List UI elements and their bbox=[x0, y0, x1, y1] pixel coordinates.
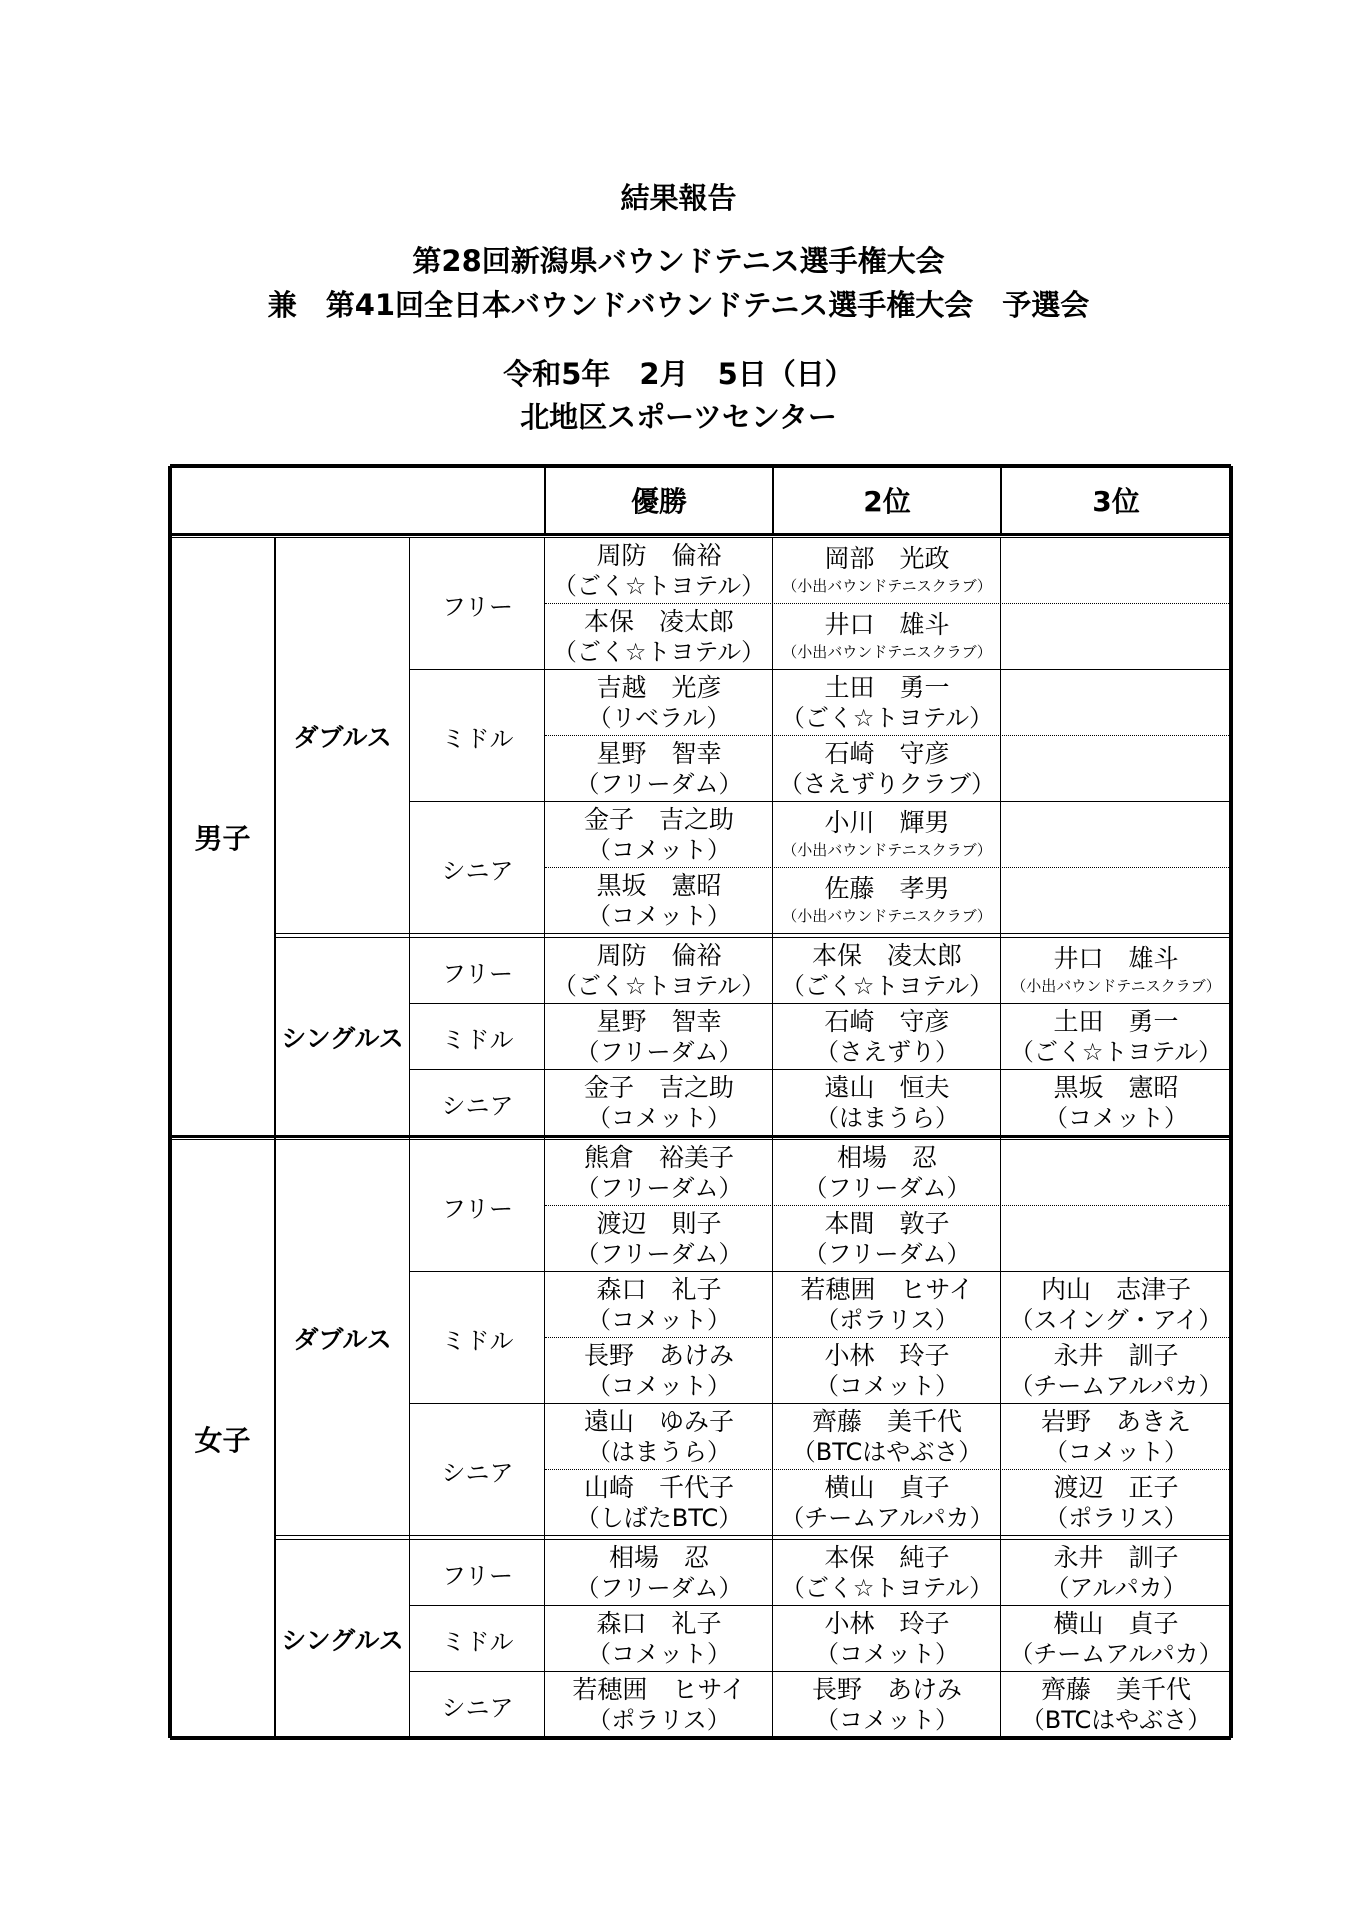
gender-cell bbox=[170, 1140, 275, 1738]
player-club: （はまうら） bbox=[587, 1438, 731, 1466]
player-name: 井口 雄斗 bbox=[824, 610, 950, 639]
result-cell bbox=[773, 1606, 1001, 1672]
division-label: フリー bbox=[441, 1194, 514, 1223]
player-name: 若穂囲 ヒサイ bbox=[800, 1275, 974, 1304]
player-name: 星野 智幸 bbox=[596, 739, 722, 768]
player-name: 本保 凌太郎 bbox=[583, 607, 734, 636]
result-cell bbox=[773, 1404, 1001, 1470]
division-cell bbox=[410, 1672, 545, 1738]
player-name: 遠山 ゆみ子 bbox=[583, 1407, 734, 1436]
division-cell bbox=[410, 1606, 545, 1672]
player-club: （BTCはやぶさ） bbox=[791, 1438, 983, 1466]
table-rule bbox=[410, 1069, 1231, 1070]
result-cell bbox=[1001, 1672, 1231, 1738]
category-label: シングルス bbox=[281, 1024, 404, 1053]
result-cell bbox=[1001, 670, 1231, 736]
category-cell bbox=[275, 1140, 410, 1536]
player-club: （コメット） bbox=[587, 1640, 731, 1668]
table-rule bbox=[410, 1003, 1231, 1004]
table-rule bbox=[410, 1605, 1231, 1606]
table-rule bbox=[545, 1205, 1231, 1206]
division-label: シニア bbox=[441, 1458, 514, 1487]
player-name: 土田 勇一 bbox=[824, 673, 950, 702]
result-cell bbox=[1001, 938, 1231, 1004]
table-rule bbox=[1000, 538, 1001, 1738]
player-name: 黒坂 憲昭 bbox=[596, 871, 722, 900]
result-cell bbox=[773, 538, 1001, 604]
division-label: シニア bbox=[441, 856, 514, 885]
table-rule bbox=[275, 1539, 1231, 1540]
result-cell bbox=[545, 604, 773, 670]
player-club: （ポラリス） bbox=[1044, 1504, 1188, 1532]
division-cell bbox=[410, 1004, 545, 1070]
division-cell bbox=[410, 538, 545, 670]
player-club: （フリーダム） bbox=[575, 770, 743, 798]
result-cell bbox=[1001, 1140, 1231, 1206]
player-name: 小林 玲子 bbox=[824, 1341, 950, 1370]
player-name: 本保 凌太郎 bbox=[811, 941, 962, 970]
division-label: フリー bbox=[441, 592, 514, 621]
result-cell bbox=[773, 1004, 1001, 1070]
division-label: シニア bbox=[441, 1091, 514, 1120]
player-name: 佐藤 孝男 bbox=[824, 874, 950, 903]
result-cell bbox=[545, 802, 773, 868]
player-club: （さえずりクラブ） bbox=[778, 770, 996, 798]
result-cell bbox=[773, 938, 1001, 1004]
result-cell bbox=[545, 1004, 773, 1070]
player-club: （小出バウンドテニスクラブ） bbox=[782, 907, 992, 925]
table-rule bbox=[170, 537, 1231, 538]
result-cell bbox=[1001, 1404, 1231, 1470]
result-cell bbox=[773, 670, 1001, 736]
column-header bbox=[773, 466, 1001, 534]
player-name: 遠山 恒夫 bbox=[824, 1073, 950, 1102]
table-rule bbox=[170, 1135, 1231, 1138]
division-cell bbox=[410, 802, 545, 934]
result-cell bbox=[773, 868, 1001, 934]
player-name: 森口 礼子 bbox=[596, 1609, 722, 1638]
player-club: （ごく☆トヨテル） bbox=[552, 572, 766, 600]
result-cell bbox=[773, 802, 1001, 868]
table-rule bbox=[545, 1337, 1231, 1338]
division-label: ミドル bbox=[441, 724, 514, 753]
table-rule bbox=[1000, 466, 1002, 534]
gender-label: 女子 bbox=[194, 1424, 251, 1457]
result-cell bbox=[773, 1672, 1001, 1738]
player-name: 土田 勇一 bbox=[1053, 1007, 1179, 1036]
player-name: 横山 貞子 bbox=[1053, 1609, 1179, 1638]
table-rule bbox=[274, 538, 276, 1738]
table-rule bbox=[545, 867, 1231, 868]
player-name: 相場 忍 bbox=[608, 1543, 709, 1572]
player-club: （ごく☆トヨテル） bbox=[552, 972, 766, 1000]
player-club: （コメット） bbox=[587, 1306, 731, 1334]
result-cell bbox=[1001, 538, 1231, 604]
column-header-label: 3位 bbox=[1092, 485, 1140, 518]
player-club: （フリーダム） bbox=[575, 1038, 743, 1066]
player-name: 星野 智幸 bbox=[596, 1007, 722, 1036]
result-cell bbox=[1001, 1470, 1231, 1536]
player-name: 若穂囲 ヒサイ bbox=[572, 1675, 746, 1704]
column-header-label: 2位 bbox=[863, 485, 911, 518]
table-rule bbox=[544, 538, 545, 1738]
table-rule bbox=[168, 466, 172, 1738]
table-rule bbox=[545, 1469, 1231, 1470]
player-club: （フリーダム） bbox=[803, 1174, 971, 1202]
player-name: 周防 倫裕 bbox=[596, 941, 722, 970]
result-cell bbox=[545, 1206, 773, 1272]
player-name: 森口 礼子 bbox=[596, 1275, 722, 1304]
report-title: 結果報告 bbox=[620, 181, 737, 215]
result-cell bbox=[1001, 1004, 1231, 1070]
table-rule bbox=[545, 735, 1231, 736]
player-name: 相場 忍 bbox=[836, 1143, 937, 1172]
player-name: 金子 吉之助 bbox=[583, 1073, 734, 1102]
result-cell bbox=[773, 736, 1001, 802]
player-club: （小出バウンドテニスクラブ） bbox=[1011, 977, 1221, 995]
result-cell bbox=[1001, 1338, 1231, 1404]
player-name: 金子 吉之助 bbox=[583, 805, 734, 834]
player-name: 長野 あけみ bbox=[811, 1675, 962, 1704]
player-name: 周防 倫裕 bbox=[596, 541, 722, 570]
result-cell bbox=[545, 1404, 773, 1470]
player-club: （スイング・アイ） bbox=[1009, 1306, 1223, 1334]
player-club: （フリーダム） bbox=[803, 1240, 971, 1268]
player-name: 小林 玲子 bbox=[824, 1609, 950, 1638]
player-club: （リベラル） bbox=[587, 704, 731, 732]
player-club: （BTCはやぶさ） bbox=[1020, 1706, 1212, 1734]
division-cell bbox=[410, 670, 545, 802]
player-name: 岩野 あきえ bbox=[1040, 1407, 1191, 1436]
result-cell bbox=[1001, 1206, 1231, 1272]
player-club: （ごく☆トヨテル） bbox=[552, 638, 766, 666]
table-rule bbox=[544, 466, 546, 534]
player-name: 小川 輝男 bbox=[824, 808, 950, 837]
table-rule bbox=[410, 1271, 1231, 1272]
player-club: （フリーダム） bbox=[575, 1574, 743, 1602]
result-cell bbox=[545, 1070, 773, 1136]
division-cell bbox=[410, 1070, 545, 1136]
result-cell bbox=[773, 1540, 1001, 1606]
category-cell bbox=[275, 538, 410, 934]
division-label: フリー bbox=[441, 1561, 514, 1590]
table-rule bbox=[409, 538, 410, 1738]
event-title: 第28回新潟県バウンドテニス選手権大会 bbox=[412, 244, 945, 278]
result-cell bbox=[545, 1540, 773, 1606]
result-cell bbox=[545, 1606, 773, 1672]
division-cell bbox=[410, 1404, 545, 1536]
division-label: ミドル bbox=[441, 1326, 514, 1355]
player-name: 岡部 光政 bbox=[824, 544, 950, 573]
table-rule bbox=[170, 533, 1231, 536]
player-club: （チームアルパカ） bbox=[780, 1504, 994, 1532]
table-rule bbox=[410, 801, 1231, 802]
player-club: （ごく☆トヨテル） bbox=[780, 972, 994, 1000]
player-club: （ポラリス） bbox=[815, 1306, 959, 1334]
result-cell bbox=[1001, 802, 1231, 868]
gender-cell bbox=[170, 538, 275, 1136]
player-club: （コメット） bbox=[1044, 1438, 1188, 1466]
result-cell bbox=[773, 1470, 1001, 1536]
result-cell bbox=[773, 1206, 1001, 1272]
division-cell bbox=[410, 1540, 545, 1606]
category-cell bbox=[275, 938, 410, 1136]
result-cell bbox=[1001, 1070, 1231, 1136]
player-name: 黒坂 憲昭 bbox=[1053, 1073, 1179, 1102]
player-name: 横山 貞子 bbox=[824, 1473, 950, 1502]
result-cell bbox=[773, 1070, 1001, 1136]
player-name: 山崎 千代子 bbox=[583, 1473, 734, 1502]
result-cell bbox=[545, 1338, 773, 1404]
player-name: 齊藤 美千代 bbox=[1040, 1675, 1191, 1704]
player-club: （アルパカ） bbox=[1045, 1574, 1187, 1602]
player-club: （フリーダム） bbox=[575, 1240, 743, 1268]
category-cell bbox=[275, 1540, 410, 1738]
division-label: シニア bbox=[441, 1693, 514, 1722]
results-table bbox=[170, 466, 1231, 1734]
player-club: （小出バウンドテニスクラブ） bbox=[782, 841, 992, 859]
player-name: 齊藤 美千代 bbox=[811, 1407, 962, 1436]
result-cell bbox=[545, 1140, 773, 1206]
result-cell bbox=[773, 604, 1001, 670]
result-cell bbox=[773, 1140, 1001, 1206]
player-club: （コメット） bbox=[587, 836, 731, 864]
result-cell bbox=[773, 1272, 1001, 1338]
player-club: （しばたBTC） bbox=[575, 1504, 743, 1532]
result-cell bbox=[1001, 1606, 1231, 1672]
column-header bbox=[545, 466, 773, 534]
player-club: （チームアルパカ） bbox=[1009, 1372, 1223, 1400]
player-name: 本間 敦子 bbox=[824, 1209, 950, 1238]
player-club: （小出バウンドテニスクラブ） bbox=[782, 577, 992, 595]
table-rule bbox=[170, 1736, 1231, 1740]
result-cell bbox=[545, 868, 773, 934]
table-rule bbox=[275, 937, 1231, 938]
player-name: 本保 純子 bbox=[824, 1543, 950, 1572]
result-cell bbox=[545, 1470, 773, 1536]
player-club: （さえずり） bbox=[815, 1038, 959, 1066]
result-cell bbox=[545, 1272, 773, 1338]
player-name: 内山 志津子 bbox=[1040, 1275, 1191, 1304]
player-club: （コメット） bbox=[587, 902, 731, 930]
table-rule bbox=[1229, 466, 1233, 1738]
result-cell bbox=[545, 538, 773, 604]
division-cell bbox=[410, 1140, 545, 1272]
player-name: 長野 あけみ bbox=[583, 1341, 734, 1370]
player-club: （小出バウンドテニスクラブ） bbox=[782, 643, 992, 661]
player-club: （コメット） bbox=[815, 1706, 959, 1734]
result-cell bbox=[1001, 1272, 1231, 1338]
player-club: （コメット） bbox=[587, 1372, 731, 1400]
result-cell bbox=[545, 938, 773, 1004]
table-rule bbox=[170, 1139, 1231, 1140]
result-cell bbox=[1001, 736, 1231, 802]
player-club: （コメット） bbox=[1044, 1104, 1188, 1132]
player-club: （ごく☆トヨテル） bbox=[780, 1574, 994, 1602]
gender-label: 男子 bbox=[194, 822, 251, 855]
division-label: フリー bbox=[441, 959, 514, 988]
table-rule bbox=[410, 1671, 1231, 1672]
player-name: 熊倉 裕美子 bbox=[583, 1143, 734, 1172]
division-label: ミドル bbox=[441, 1627, 514, 1656]
division-cell bbox=[410, 1272, 545, 1404]
table-rule bbox=[772, 466, 774, 534]
column-header-label: 優勝 bbox=[630, 485, 687, 518]
result-cell bbox=[773, 1338, 1001, 1404]
player-name: 石崎 守彦 bbox=[824, 1007, 950, 1036]
event-subtitle: 兼 第41回全日本バウンドバウンドテニス選手権大会 予選会 bbox=[267, 288, 1090, 322]
player-name: 渡辺 則子 bbox=[596, 1209, 722, 1238]
player-club: （ごく☆トヨテル） bbox=[1009, 1038, 1223, 1066]
result-cell bbox=[545, 670, 773, 736]
player-name: 永井 訓子 bbox=[1053, 1543, 1179, 1572]
player-name: 井口 雄斗 bbox=[1053, 944, 1179, 973]
player-club: （フリーダム） bbox=[575, 1174, 743, 1202]
result-cell bbox=[545, 736, 773, 802]
player-club: （チームアルパカ） bbox=[1009, 1640, 1223, 1668]
event-date: 令和5年 2月 5日（日） bbox=[503, 357, 854, 391]
table-rule bbox=[275, 1535, 1231, 1536]
result-cell bbox=[545, 1672, 773, 1738]
player-club: （コメット） bbox=[815, 1372, 959, 1400]
player-name: 吉越 光彦 bbox=[596, 673, 722, 702]
category-label: ダブルス bbox=[293, 723, 392, 752]
player-club: （コメット） bbox=[815, 1640, 959, 1668]
event-venue: 北地区スポーツセンター bbox=[520, 400, 837, 434]
player-name: 永井 訓子 bbox=[1053, 1341, 1179, 1370]
category-label: ダブルス bbox=[293, 1325, 392, 1354]
result-cell bbox=[1001, 1540, 1231, 1606]
category-label: シングルス bbox=[281, 1626, 404, 1655]
column-header bbox=[1001, 466, 1231, 534]
table-rule bbox=[410, 669, 1231, 670]
player-club: （ごく☆トヨテル） bbox=[780, 704, 994, 732]
table-rule bbox=[170, 464, 1231, 468]
player-name: 渡辺 正子 bbox=[1053, 1473, 1179, 1502]
division-cell bbox=[410, 938, 545, 1004]
player-name: 石崎 守彦 bbox=[824, 739, 950, 768]
table-rule bbox=[545, 603, 1231, 604]
result-cell bbox=[1001, 868, 1231, 934]
division-label: ミドル bbox=[441, 1025, 514, 1054]
table-rule bbox=[772, 538, 773, 1738]
table-rule bbox=[410, 1403, 1231, 1404]
table-rule bbox=[275, 933, 1231, 934]
player-club: （はまうら） bbox=[815, 1104, 959, 1132]
player-club: （ポラリス） bbox=[587, 1706, 731, 1734]
player-club: （コメット） bbox=[587, 1104, 731, 1132]
result-cell bbox=[1001, 604, 1231, 670]
